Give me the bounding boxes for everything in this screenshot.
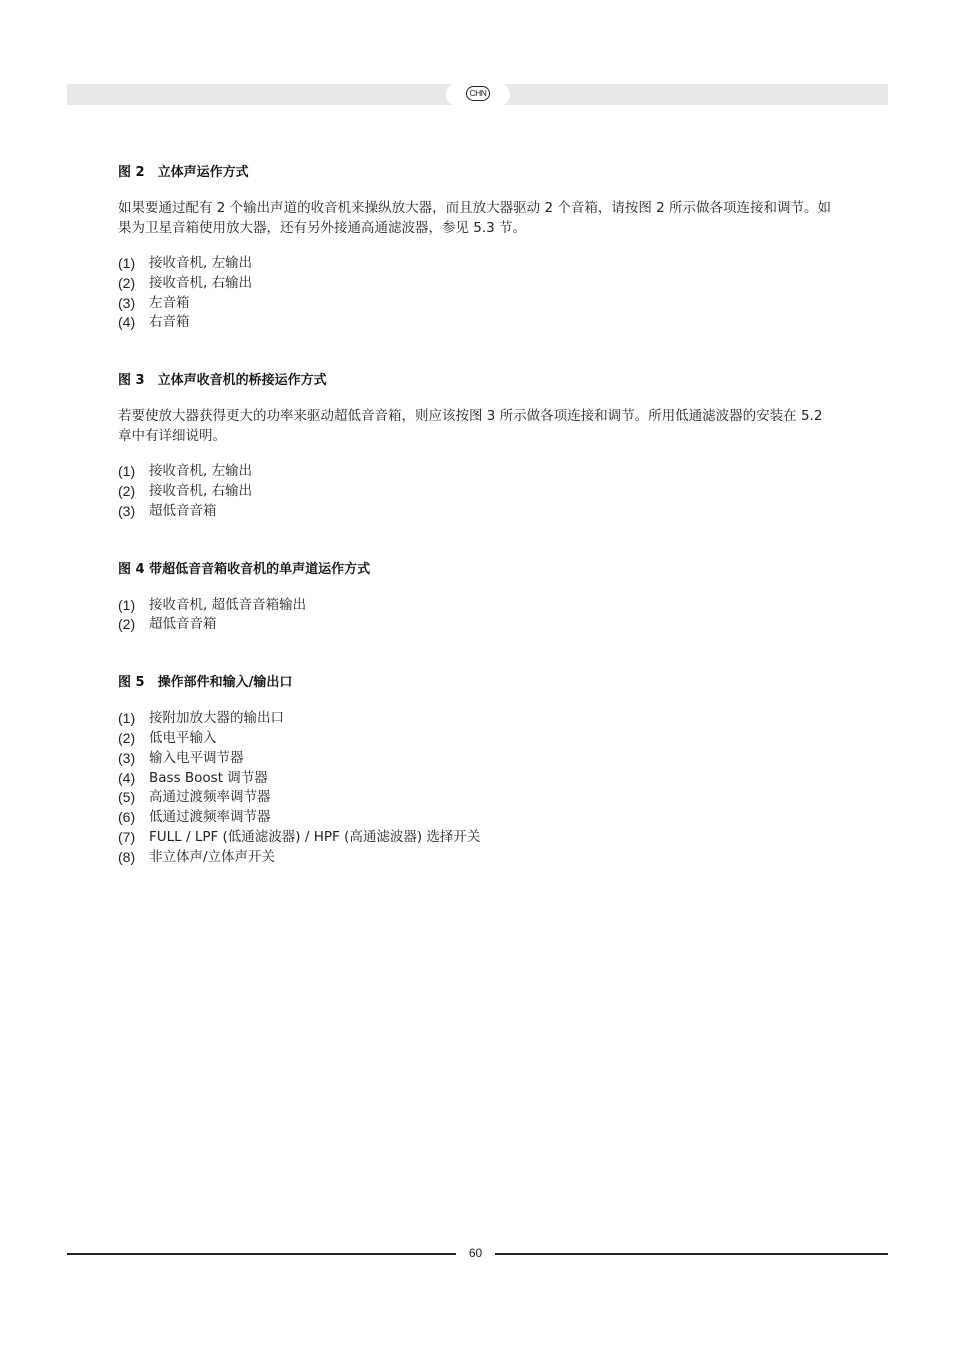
item-text: 超低音音箱	[149, 616, 217, 633]
item-number: (3)	[118, 294, 136, 311]
item-text: 右音箱	[149, 314, 190, 331]
item-text: Bass Boost 调节器	[149, 769, 268, 786]
list-item	[118, 254, 838, 274]
item-number: (5)	[118, 789, 136, 806]
item-text: 低电平输入	[149, 729, 217, 746]
item-text: 接收音机, 右输出	[149, 274, 253, 291]
item-text: 接收音机, 右输出	[149, 482, 253, 499]
item-text: 高通过渡频率调节器	[149, 789, 271, 806]
list-item	[118, 294, 838, 314]
item-text: 接收音机, 左输出	[149, 463, 253, 480]
item-text: 接收音机, 左输出	[149, 255, 253, 271]
item-number: (2)	[118, 274, 136, 291]
section-heading: 图 2 立体声运作方式	[118, 165, 249, 180]
list-item	[118, 482, 838, 502]
item-number: (1)	[118, 255, 136, 271]
page-number: 60	[468, 1246, 483, 1260]
item-number: (2)	[118, 482, 136, 499]
item-text: 左音箱	[149, 294, 190, 311]
list-item	[118, 769, 838, 789]
list-item	[118, 462, 838, 482]
item-number: (6)	[118, 809, 136, 826]
item-text: 输入电平调节器	[149, 749, 244, 766]
list-item	[118, 788, 838, 808]
list-item	[118, 274, 838, 294]
list-item	[118, 828, 838, 848]
item-text: 非立体声/立体声开关	[149, 848, 276, 865]
item-number: (1)	[118, 463, 136, 480]
item-text: 接收音机, 超低音音箱输出	[149, 596, 307, 613]
legend-list	[118, 462, 838, 521]
item-text: 接附加放大器的输出口	[149, 710, 284, 727]
language-badge: CHN	[466, 86, 490, 101]
list-item	[118, 615, 838, 635]
section-heading: 图 5 操作部件和输入/输出口	[118, 675, 293, 691]
section-heading: 图 4 带超低音音箱收音机的单声道运作方式	[118, 561, 371, 577]
item-number: (2)	[118, 616, 136, 633]
item-text: FULL / LPF (低通滤波器) / HPF (高通滤波器) 选择开关	[149, 828, 481, 845]
section-paragraph: 如果要通过配有 2 个输出声道的收音机来操纵放大器，而且放大器驱动 2 个音箱，请按图 2 所示做各项连接和调节。如果为卫星音箱使用放大器，还有另外接通高通滤波器，参见 5.3 节。	[118, 200, 832, 236]
legend-list	[118, 709, 838, 867]
legend-list	[118, 254, 838, 333]
section-paragraph: 若要使放大器获得更大的功率来驱动超低音音箱，则应该按图 3 所示做各项连接和调节。所用低通滤波器的安装在 5.2 章中有详细说明。	[118, 408, 823, 444]
list-item	[118, 709, 838, 729]
footer-rule-left	[67, 1253, 456, 1255]
item-number: (4)	[118, 769, 136, 786]
section-figure-3	[118, 371, 838, 521]
list-item	[118, 596, 838, 616]
item-number: (3)	[118, 749, 136, 766]
list-item	[118, 502, 838, 522]
item-number: (3)	[118, 502, 136, 519]
item-number: (4)	[118, 314, 136, 331]
list-item	[118, 749, 838, 769]
footer-rule-right	[495, 1253, 888, 1255]
section-heading: 图 3 立体声收音机的桥接运作方式	[118, 373, 327, 389]
item-text: 超低音音箱	[149, 502, 217, 519]
item-text: 低通过渡频率调节器	[149, 809, 271, 826]
item-number: (7)	[118, 828, 136, 845]
list-item	[118, 729, 838, 749]
legend-list	[118, 596, 838, 636]
list-item	[118, 808, 838, 828]
page-content	[118, 163, 838, 868]
item-number: (2)	[118, 729, 136, 746]
item-number: (8)	[118, 848, 136, 865]
item-number: (1)	[118, 710, 136, 727]
list-item	[118, 313, 838, 333]
item-number: (1)	[118, 596, 136, 613]
section-figure-5	[118, 673, 838, 867]
list-item	[118, 848, 838, 868]
section-figure-4	[118, 560, 838, 636]
section-figure-2	[118, 163, 838, 333]
